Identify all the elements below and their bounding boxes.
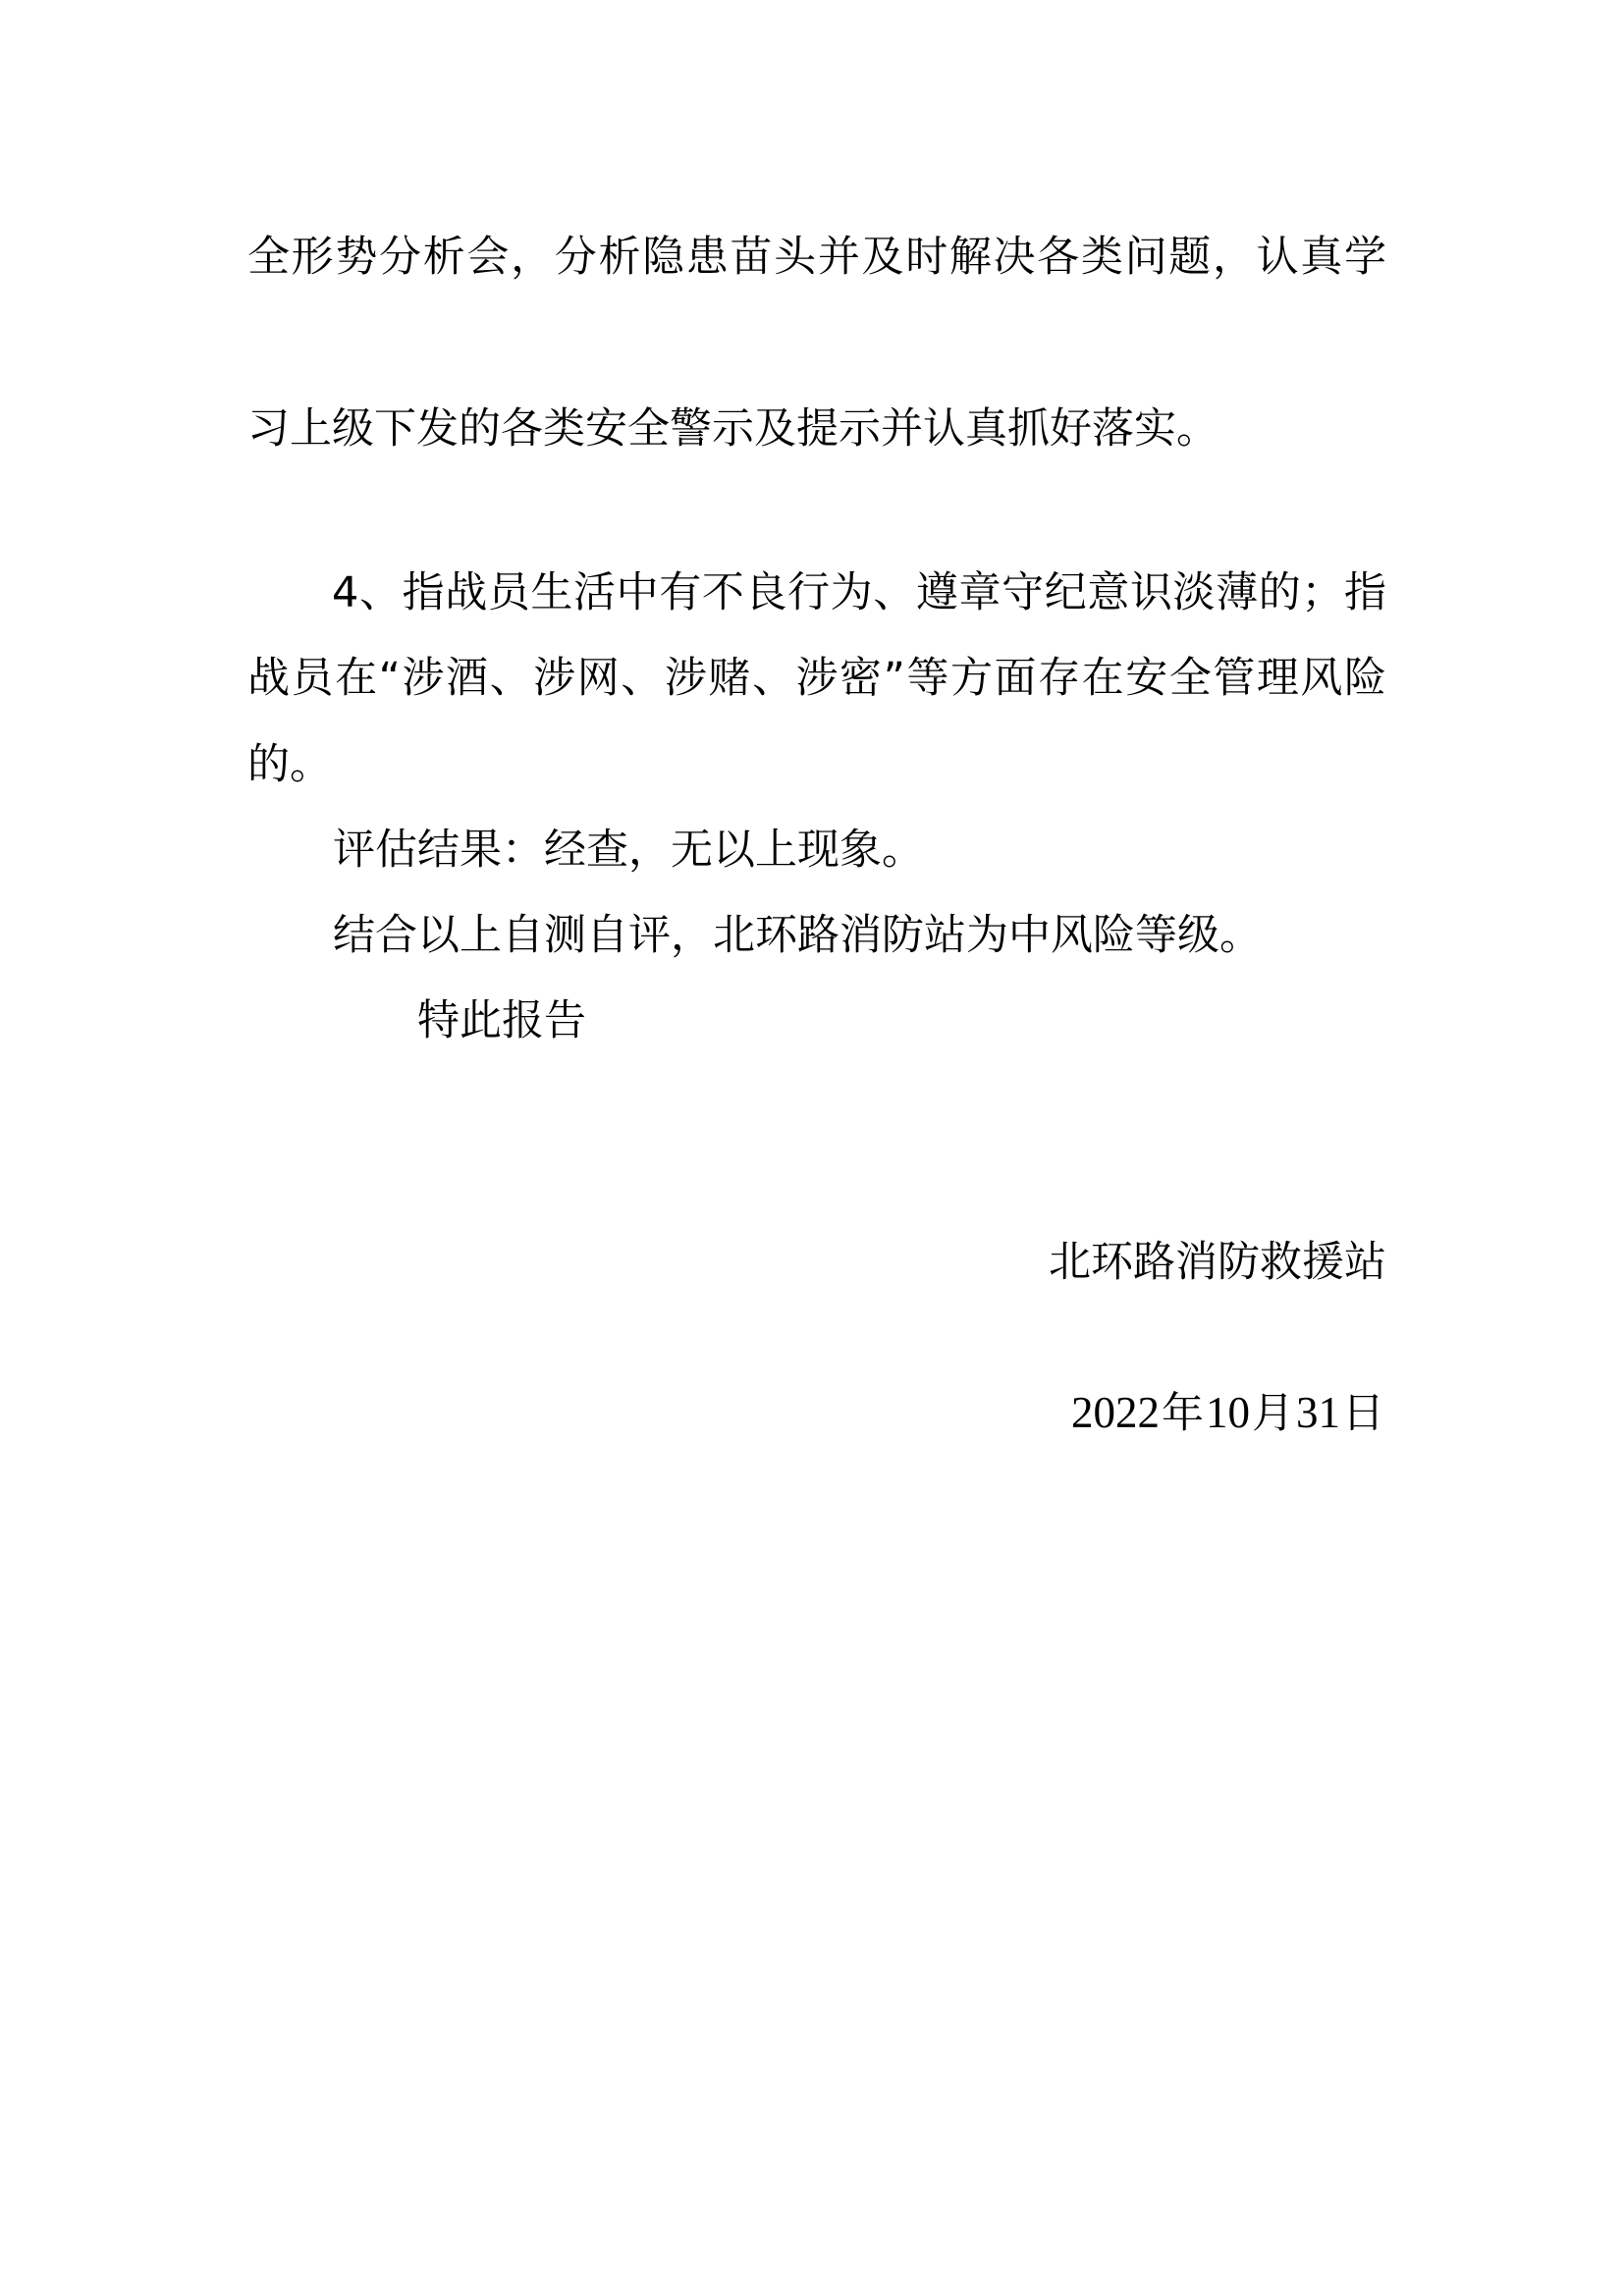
signature-organization: 北环路消防救援站	[1049, 1238, 1386, 1287]
risk-level-conclusion: 结合以上自测自评，北环路消防站为中风险等级。	[333, 911, 1262, 960]
paragraph-line-1: 全形势分析会，分析隐患苗头并及时解决各类问题，认真学	[247, 233, 1386, 282]
paragraph-line-2: 习上级下发的各类安全警示及提示并认真抓好落实。	[247, 404, 1218, 454]
paragraph-line-3	[247, 567, 1386, 618]
signature-date	[1071, 1387, 1386, 1439]
item-4-text: 4、指战员生活中有不良行为、遵章守纪意识淡薄的；指	[332, 568, 1386, 617]
date-month-unit: 月	[1252, 1389, 1294, 1438]
date-day-unit: 日	[1342, 1389, 1384, 1438]
closing-phrase: 特此报告	[417, 996, 586, 1045]
date-year-unit: 年	[1162, 1389, 1204, 1438]
date-year: 2022	[1071, 1388, 1160, 1437]
date-month: 10	[1206, 1388, 1250, 1437]
date-day: 31	[1296, 1388, 1340, 1437]
paragraph-line-5: 的。	[247, 740, 332, 789]
paragraph-line-4: 战员在“涉酒、涉网、涉赌、涉密”等方面存在安全管理风险	[247, 654, 1386, 703]
assessment-result: 评估结果：经查，无以上现象。	[333, 826, 924, 875]
